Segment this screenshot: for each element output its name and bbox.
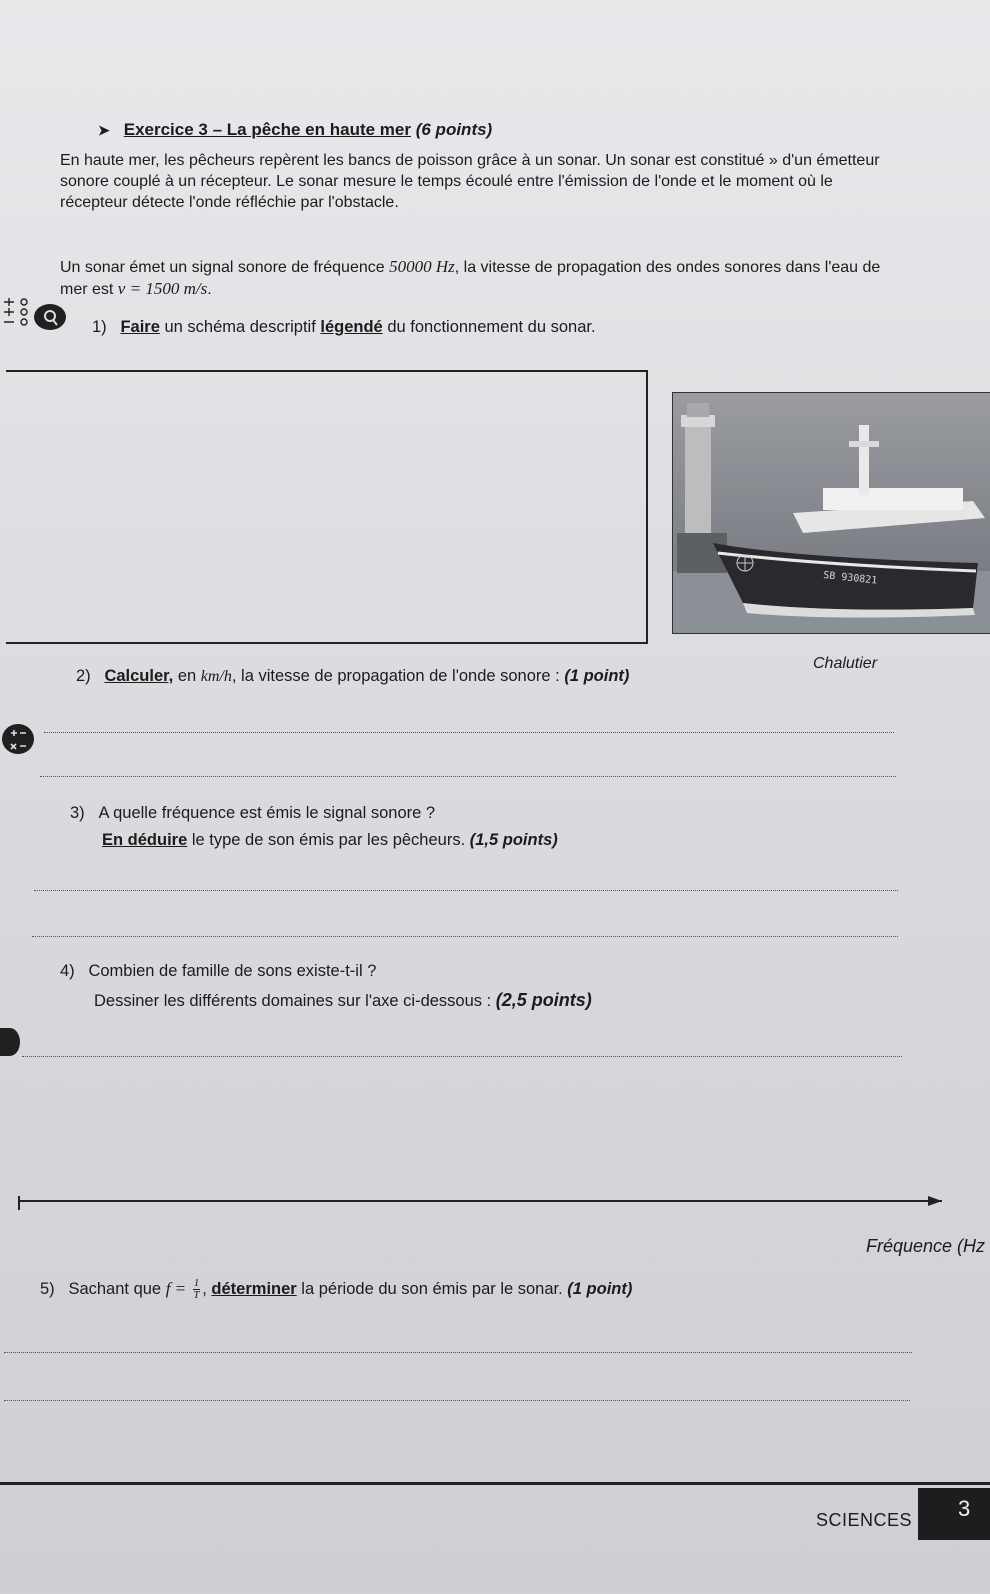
exercise-title — [98, 120, 492, 140]
calculator-icon — [2, 724, 34, 754]
q3-question: A quelle fréquence est émis le signal sonore ? — [98, 804, 436, 822]
q5-comma: , — [202, 1279, 207, 1298]
answer-line-q5-2[interactable] — [4, 1400, 910, 1401]
answer-line-q3-1[interactable] — [34, 890, 898, 891]
answer-line-q5-1[interactable] — [4, 1352, 912, 1353]
footer-rule — [0, 1482, 990, 1485]
q4-question: Combien de famille de sons existe-t-il ? — [88, 962, 377, 980]
q4-number: 4) — [60, 962, 75, 980]
q1-text: un schéma descriptif — [159, 318, 321, 336]
intro-data-text-b: , la vitesse de propagation des ondes sonores dans l'eau de mer est — [60, 259, 881, 298]
pencil-icon — [0, 1028, 20, 1056]
photo-caption: Chalutier — [813, 655, 878, 672]
intro-data-text-a: Un sonar émet un signal sonore de fréquence — [60, 259, 390, 276]
question-3-line-1 — [70, 804, 435, 823]
q3-number: 3) — [70, 804, 85, 822]
competence-grid-icon — [2, 298, 32, 328]
intro-speed: v = 1500 m/s — [117, 279, 208, 298]
q1-verb: Faire — [120, 318, 160, 336]
q2-verb: Calculer, — [104, 667, 174, 685]
axis-arrow-icon — [928, 1196, 942, 1206]
intro-data-text-c: . — [207, 281, 212, 298]
q1-text-end: du fonctionnement du sonar. — [382, 318, 596, 336]
q5-number: 5) — [40, 1279, 55, 1298]
q2-points: (1 point) — [564, 667, 630, 685]
question-4-line-1 — [60, 962, 376, 981]
intro-data-paragraph — [60, 256, 890, 300]
q2-text-end: , la vitesse de propagation de l'onde sonore : — [231, 667, 565, 685]
page-number-box — [918, 1488, 990, 1540]
q3-points: (1,5 points) — [469, 831, 558, 849]
q5-fraction — [193, 1278, 201, 1301]
q5-fraction-denominator: T — [193, 1289, 200, 1301]
question-1 — [92, 318, 596, 337]
intro-paragraph: En haute mer, les pêcheurs repèrent les bancs de poisson grâce à un sonar. Un sonar est constitué » d'un émetteur sonore couplé à un récepteur. Le sonar mesure le temps écoulé entre l'émission de l'onde et le moment où le récepteur détecte l'onde réfléchie par l'obstacle. — [60, 152, 880, 211]
hull-number: SB 930821 — [822, 570, 878, 587]
question-2 — [76, 667, 629, 686]
q4-points: (2,5 points) — [495, 990, 592, 1010]
exercise-name: Exercice 3 – La pêche en haute mer — [123, 120, 411, 139]
q3-text: le type de son émis par les pêcheurs. — [187, 831, 470, 849]
question-4-line-2 — [94, 990, 592, 1011]
q1-number: 1) — [92, 318, 107, 336]
answer-line-q2-2[interactable] — [40, 776, 896, 777]
axis-origin-tick — [18, 1196, 20, 1210]
q5-text: Sachant que — [68, 1279, 166, 1298]
question-3-line-2 — [102, 831, 558, 850]
answer-line-q4[interactable] — [22, 1056, 902, 1057]
q5-text-end: la période du son émis par le sonar. — [296, 1279, 568, 1298]
q3-verb: En déduire — [102, 831, 188, 849]
q5-points: (1 point) — [567, 1279, 633, 1298]
q2-unit: km/h — [200, 668, 232, 685]
search-magnifier-icon — [34, 304, 66, 330]
q4-text: Dessiner les différents domaines sur l'axe ci-dessous : — [94, 992, 496, 1010]
q1-keyword: légendé — [320, 318, 383, 336]
q2-number: 2) — [76, 667, 91, 685]
bullet-arrow-icon: ➤ — [98, 122, 110, 138]
intro-frequency: 50000 Hz — [389, 257, 455, 276]
frequency-axis[interactable] — [18, 1200, 942, 1202]
trawler-photo — [672, 392, 990, 634]
footer-subject: SCIENCES — [816, 1510, 913, 1530]
question-5 — [40, 1278, 632, 1301]
q2-text: en — [173, 667, 201, 685]
answer-line-q2-1[interactable] — [44, 732, 894, 733]
exercise-points: (6 points) — [411, 120, 493, 139]
q5-verb: déterminer — [211, 1279, 297, 1298]
q5-fraction-numerator: 1 — [193, 1277, 200, 1289]
page-number: 3 — [958, 1496, 971, 1521]
answer-line-q3-2[interactable] — [32, 936, 898, 937]
schema-drawing-box[interactable] — [6, 370, 648, 644]
q5-formula: f = — [165, 1278, 187, 1298]
axis-label: Fréquence (Hz — [866, 1236, 986, 1256]
